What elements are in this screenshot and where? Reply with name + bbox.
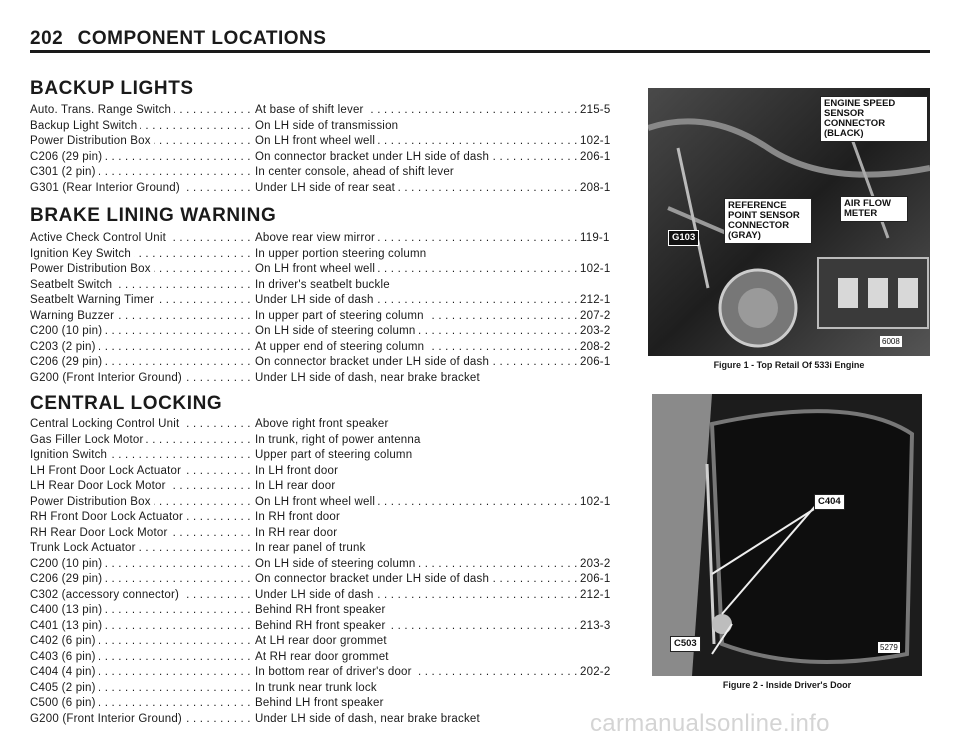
page-reference: 202-2: [578, 666, 630, 678]
component-name-label: Seatbelt Switch: [30, 279, 115, 291]
page-reference: 206-1: [578, 356, 630, 368]
component-location: [255, 232, 595, 244]
component-name-label: G200 (Front Interior Ground): [30, 372, 185, 384]
central-locking-table: [30, 418, 630, 728]
table-row: [30, 310, 630, 326]
table-row: [30, 480, 630, 496]
component-name-label: Ignition Switch: [30, 449, 110, 461]
table-row: [30, 232, 630, 248]
component-location: [255, 356, 595, 368]
component-name-label: Auto. Trans. Range Switch: [30, 104, 174, 116]
component-location: [255, 682, 595, 694]
component-name: [30, 604, 254, 616]
table-row: [30, 558, 630, 574]
component-name: [30, 120, 254, 132]
table-row: [30, 182, 630, 198]
table-row: [30, 356, 630, 372]
table-row: [30, 151, 630, 167]
component-name-label: C200 (10 pin): [30, 325, 105, 337]
component-name: [30, 682, 254, 694]
component-location: [255, 310, 595, 322]
page-reference: 208-2: [578, 341, 630, 353]
component-location: [255, 697, 595, 709]
table-row: [30, 248, 630, 264]
component-location: [255, 151, 595, 163]
component-name-label: C206 (29 pin): [30, 573, 105, 585]
component-location-label: In LH rear door: [255, 480, 338, 492]
component-name-label: LH Rear Door Lock Motor: [30, 480, 169, 492]
component-name: [30, 294, 254, 306]
component-name: [30, 697, 254, 709]
callout-c503: C503: [670, 636, 701, 652]
section-title-brake-lining-warning: BRAKE LINING WARNING: [30, 205, 277, 226]
component-location-label: At LH rear door grommet: [255, 635, 390, 647]
component-location-label: Above rear view mirror: [255, 232, 378, 244]
component-location-label: Under LH side of dash, near brake bracket: [255, 713, 483, 725]
table-row: [30, 620, 630, 636]
component-name: [30, 713, 254, 725]
component-location: [255, 104, 595, 116]
table-row: [30, 511, 630, 527]
component-name-label: Backup Light Switch: [30, 120, 140, 132]
table-row: [30, 263, 630, 279]
component-location-label: Behind RH front speaker: [255, 604, 389, 616]
component-location: [255, 713, 595, 725]
page-reference: 215-5: [578, 104, 630, 116]
component-name-label: Active Check Control Unit: [30, 232, 169, 244]
component-name: [30, 449, 254, 461]
component-location: [255, 511, 595, 523]
component-location-label: On LH front wheel well: [255, 263, 378, 275]
table-row: [30, 666, 630, 682]
callout-g103: G103: [668, 230, 699, 246]
component-name: [30, 263, 254, 275]
component-location-label: On connector bracket under LH side of dash: [255, 151, 492, 163]
component-location: [255, 480, 595, 492]
component-location-label: At RH rear door grommet: [255, 651, 392, 663]
page-reference: 206-1: [578, 573, 630, 585]
table-row: [30, 294, 630, 310]
component-name-label: C301 (2 pin): [30, 166, 99, 178]
table-row: [30, 573, 630, 589]
component-name-label: C403 (6 pin): [30, 651, 99, 663]
component-name-label: C203 (2 pin): [30, 341, 99, 353]
component-name: [30, 496, 254, 508]
table-row: [30, 120, 630, 136]
component-name: [30, 356, 254, 368]
backup-lights-table: [30, 104, 630, 197]
section-title-central-locking: CENTRAL LOCKING: [30, 393, 223, 414]
component-location: [255, 604, 595, 616]
component-name-label: Power Distribution Box: [30, 496, 154, 508]
table-row: [30, 527, 630, 543]
component-name: [30, 104, 254, 116]
component-location: [255, 635, 595, 647]
component-name: [30, 232, 254, 244]
component-location: [255, 434, 595, 446]
component-name-label: C200 (10 pin): [30, 558, 105, 570]
component-name: [30, 279, 254, 291]
component-name-label: LH Front Door Lock Actuator: [30, 465, 184, 477]
component-location: [255, 449, 595, 461]
table-row: [30, 372, 630, 388]
component-name-label: C402 (6 pin): [30, 635, 99, 647]
component-location-label: Under LH side of rear seat: [255, 182, 398, 194]
component-name-label: RH Front Door Lock Actuator: [30, 511, 186, 523]
figure-1-engine-photo: [648, 88, 930, 356]
component-name: [30, 651, 254, 663]
watermark-text: carmanualsonline.info: [590, 710, 830, 737]
page-reference: 213-3: [578, 620, 630, 632]
component-location-label: In upper portion steering column: [255, 248, 429, 260]
component-name-label: C400 (13 pin): [30, 604, 105, 616]
table-row: [30, 697, 630, 713]
component-name: [30, 527, 254, 539]
callout-air-flow-meter: AIR FLOW METER: [840, 196, 908, 222]
component-name: [30, 589, 254, 601]
component-location: [255, 325, 595, 337]
component-name-label: Power Distribution Box: [30, 135, 154, 147]
figure-2-door-photo: [652, 394, 922, 676]
figure-2-number: 5279: [880, 643, 898, 652]
page-title: COMPONENT LOCATIONS: [77, 28, 327, 49]
component-name: [30, 135, 254, 147]
component-location-label: At upper end of steering column: [255, 341, 427, 353]
component-location-label: In rear panel of trunk: [255, 542, 369, 554]
table-row: [30, 465, 630, 481]
component-name-label: C405 (2 pin): [30, 682, 99, 694]
table-row: [30, 104, 630, 120]
table-row: [30, 496, 630, 512]
page-reference: 119-1: [578, 232, 630, 244]
component-location: [255, 558, 595, 570]
component-location-label: Behind RH front speaker: [255, 620, 389, 632]
component-location-label: At base of shift lever: [255, 104, 367, 116]
component-location-label: On LH front wheel well: [255, 135, 378, 147]
component-location-label: In center console, ahead of shift lever: [255, 166, 457, 178]
component-location-label: In upper part of steering column: [255, 310, 427, 322]
component-location-label: In driver's seatbelt buckle: [255, 279, 393, 291]
table-row: [30, 651, 630, 667]
component-location: [255, 182, 595, 194]
section-title-backup-lights: BACKUP LIGHTS: [30, 78, 194, 99]
component-location-label: Upper part of steering column: [255, 449, 415, 461]
component-name: [30, 511, 254, 523]
component-name-label: Power Distribution Box: [30, 263, 154, 275]
table-row: [30, 279, 630, 295]
component-name: [30, 325, 254, 337]
component-location-label: In bottom rear of driver's door: [255, 666, 415, 678]
component-name-label: Seatbelt Warning Timer: [30, 294, 157, 306]
component-location: [255, 341, 595, 353]
page-reference: 203-2: [578, 325, 630, 337]
component-location-label: Under LH side of dash: [255, 589, 377, 601]
page-reference: 203-2: [578, 558, 630, 570]
component-location: [255, 465, 595, 477]
callout-c404: C404: [814, 494, 845, 510]
component-name: [30, 418, 254, 430]
component-name: [30, 542, 254, 554]
callout-reference-point-sensor: REFERENCE POINT SENSOR CONNECTOR (GRAY): [724, 198, 812, 244]
component-name: [30, 182, 254, 194]
component-name-label: C404 (4 pin): [30, 666, 99, 678]
component-location-label: On LH side of steering column: [255, 558, 419, 570]
page-reference: 208-1: [578, 182, 630, 194]
page-reference: 212-1: [578, 589, 630, 601]
component-name: [30, 558, 254, 570]
component-location-label: Under LH side of dash: [255, 294, 377, 306]
component-name: [30, 666, 254, 678]
component-name-label: C500 (6 pin): [30, 697, 99, 709]
table-row: [30, 713, 630, 729]
component-name-label: Trunk Lock Actuator: [30, 542, 139, 554]
component-name-label: Central Locking Control Unit: [30, 418, 182, 430]
page-reference: 102-1: [578, 496, 630, 508]
component-name: [30, 166, 254, 178]
component-name-label: Ignition Key Switch: [30, 248, 134, 260]
component-location: [255, 542, 595, 554]
component-name: [30, 372, 254, 384]
component-name: [30, 151, 254, 163]
component-location: [255, 589, 595, 601]
table-row: [30, 135, 630, 151]
table-row: [30, 449, 630, 465]
table-row: [30, 434, 630, 450]
component-location: [255, 135, 595, 147]
component-location-label: In trunk near trunk lock: [255, 682, 380, 694]
page-reference: 102-1: [578, 135, 630, 147]
page-header: [30, 28, 930, 50]
component-name: [30, 480, 254, 492]
page-number: 202: [30, 28, 64, 49]
figure-1-number: 6008: [882, 337, 900, 346]
component-location-label: On connector bracket under LH side of dash: [255, 573, 492, 585]
component-name: [30, 573, 254, 585]
door-photo-illustration: [652, 394, 922, 676]
brake-lining-warning-table: [30, 232, 630, 387]
table-row: [30, 635, 630, 651]
component-location-label: On LH side of steering column: [255, 325, 419, 337]
table-row: [30, 542, 630, 558]
component-location: [255, 372, 595, 384]
component-name-label: Warning Buzzer: [30, 310, 117, 322]
table-row: [30, 682, 630, 698]
component-location-label: Above right front speaker: [255, 418, 392, 430]
table-row: [30, 325, 630, 341]
component-location: [255, 666, 595, 678]
table-row: [30, 589, 630, 605]
component-name: [30, 248, 254, 260]
figure-1-caption: Figure 1 - Top Retail Of 533i Engine: [713, 360, 865, 370]
table-row: [30, 341, 630, 357]
component-name: [30, 635, 254, 647]
component-location-label: In trunk, right of power antenna: [255, 434, 424, 446]
header-rule: [30, 50, 930, 53]
component-location-label: On connector bracket under LH side of dash: [255, 356, 492, 368]
component-name-label: C401 (13 pin): [30, 620, 105, 632]
component-location: [255, 263, 595, 275]
figure-2-caption: Figure 2 - Inside Driver's Door: [722, 680, 852, 690]
component-location: [255, 120, 595, 132]
table-row: [30, 166, 630, 182]
component-location: [255, 527, 595, 539]
component-location: [255, 166, 595, 178]
component-name-label: RH Rear Door Lock Motor: [30, 527, 171, 539]
component-location: [255, 418, 595, 430]
component-location: [255, 294, 595, 306]
component-location: [255, 651, 595, 663]
component-location-label: On LH side of transmission: [255, 120, 401, 132]
page-reference: 207-2: [578, 310, 630, 322]
component-location: [255, 279, 595, 291]
component-name-label: C302 (accessory connector): [30, 589, 182, 601]
component-name-label: C206 (29 pin): [30, 151, 105, 163]
component-location-label: On LH front wheel well: [255, 496, 378, 508]
component-location: [255, 573, 595, 585]
component-name: [30, 620, 254, 632]
component-location-label: In LH front door: [255, 465, 341, 477]
component-location-label: In RH rear door: [255, 527, 340, 539]
component-location-label: Behind LH front speaker: [255, 697, 387, 709]
callout-engine-speed-sensor: ENGINE SPEED SENSOR CONNECTOR (BLACK): [820, 96, 928, 142]
page-reference: 102-1: [578, 263, 630, 275]
component-name: [30, 310, 254, 322]
component-name-label: G301 (Rear Interior Ground): [30, 182, 183, 194]
page-reference: 212-1: [578, 294, 630, 306]
component-location-label: In RH front door: [255, 511, 343, 523]
component-location: [255, 496, 595, 508]
component-name: [30, 465, 254, 477]
component-name-label: G200 (Front Interior Ground): [30, 713, 185, 725]
component-name-label: C206 (29 pin): [30, 356, 105, 368]
component-location-label: Under LH side of dash, near brake bracket: [255, 372, 483, 384]
component-name: [30, 434, 254, 446]
page-reference: 206-1: [578, 151, 630, 163]
table-row: [30, 418, 630, 434]
component-name-label: Gas Filler Lock Motor: [30, 434, 146, 446]
component-location: [255, 248, 595, 260]
component-name: [30, 341, 254, 353]
component-location: [255, 620, 595, 632]
table-row: [30, 604, 630, 620]
